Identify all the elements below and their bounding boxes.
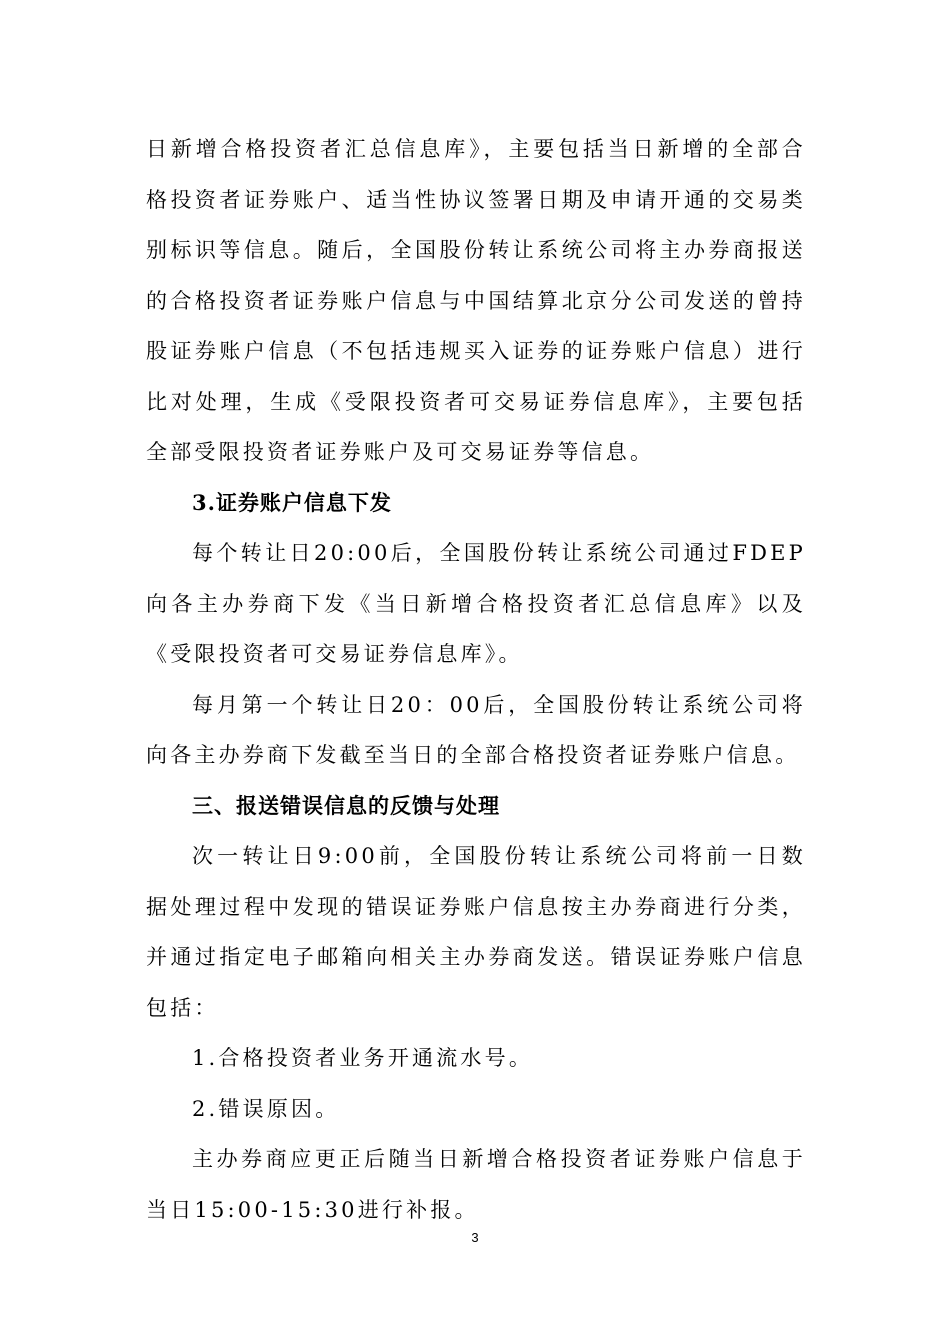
subsection-heading-account-info-distribution: 3.证券账户信息下发: [192, 489, 392, 515]
paragraph-monthly-distribution: 每月第一个转让日20：00后，全国股份转让系统公司将向各主办券商下发截至当日的全部合格投资者证券账户信息。: [146, 692, 806, 767]
paragraph-daily-distribution: 每个转让日20:00后，全国股份转让系统公司通过FDEP向各主办券商下发《当日新增合格投资者汇总信息库》以及《受限投资者可交易证券信息库》。: [146, 541, 806, 666]
list-item-error-reason: 2.错误原因。: [192, 1096, 340, 1121]
section-heading-error-feedback: 三、报送错误信息的反馈与处理: [192, 792, 500, 818]
page-number: 3: [471, 1230, 479, 1245]
document-body: [146, 124, 806, 1235]
paragraph-error-feedback: 次一转让日9:00前，全国股份转让系统公司将前一日数据处理过程中发现的错误证券账户信息按主办券商进行分类，并通过指定电子邮箱向相关主办券商发送。错误证券账户信息包括：: [146, 844, 806, 1020]
list-item-serial-number: 1.合格投资者业务开通流水号。: [192, 1046, 534, 1070]
paragraph-continuation: 日新增合格投资者汇总信息库》，主要包括当日新增的全部合格投资者证券账户、适当性协议签署日期及申请开通的交易类别标识等信息。随后，全国股份转让系统公司将主办券商报送的合格投资者证券账户信息与中国结算北京分公司发送的曾持股证券账户信息（不包括违规买入证券的证券账户信息）进行比对处理，生成《受限投资者可交易证券信息库》，主要包括全部受限投资者证券账户及可交易证券等信息。: [146, 137, 806, 464]
paragraph-resubmission: 主办券商应更正后随当日新增合格投资者证券账户信息于当日15:00-15:30进行补报。: [146, 1147, 806, 1222]
